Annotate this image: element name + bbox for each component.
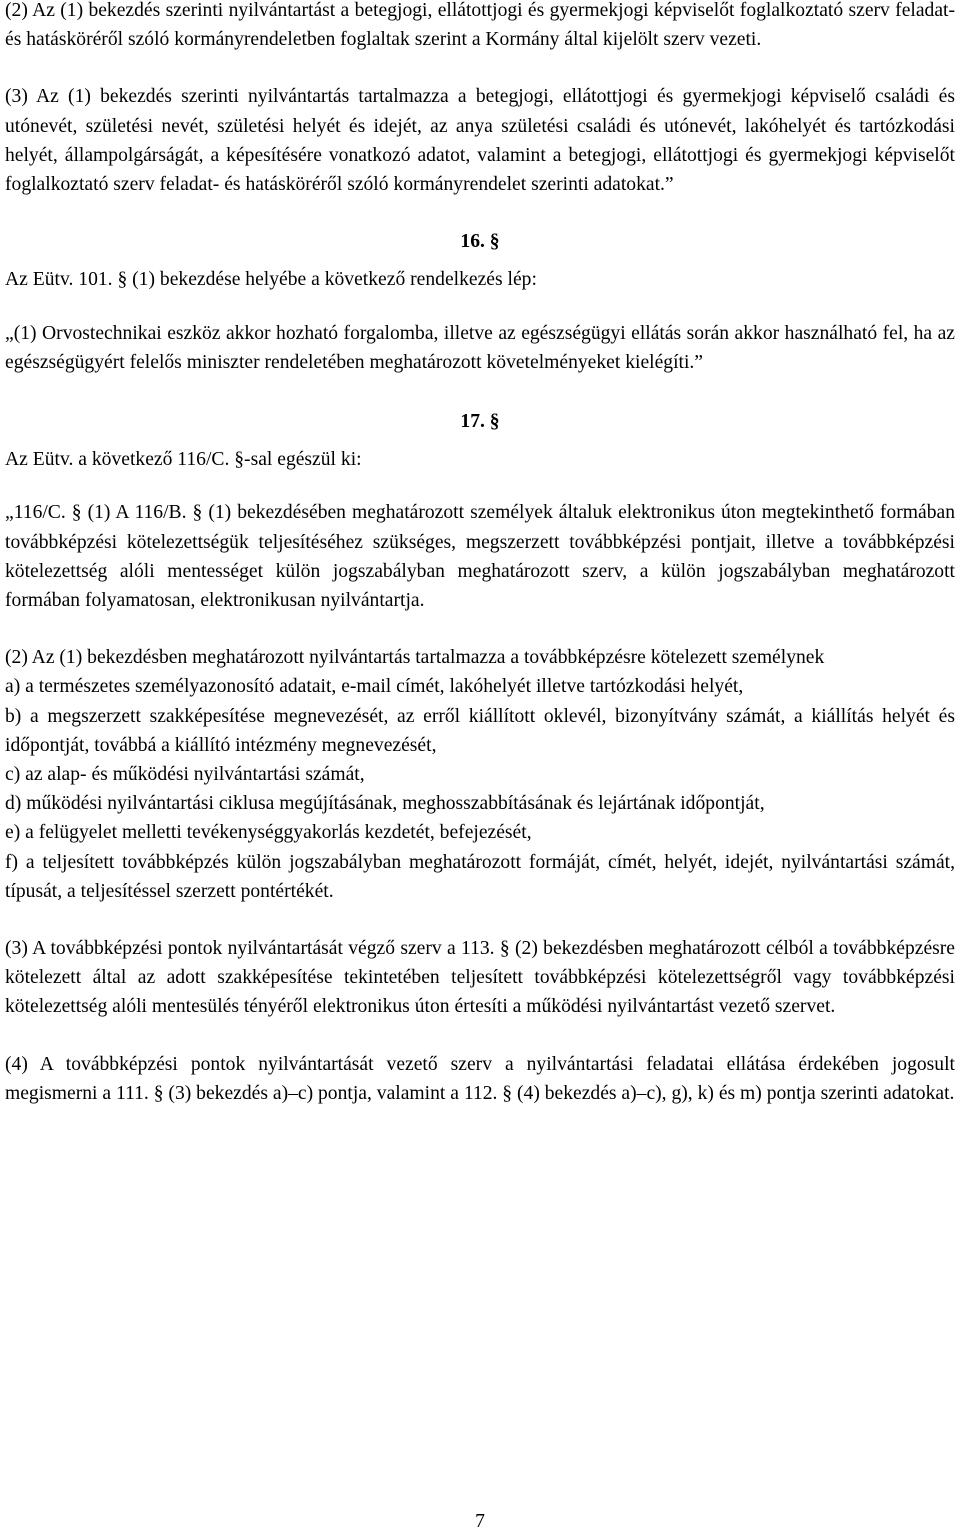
list-item-b: b) a megszerzett szakképesítése megnevezését, az erről kiállított oklevél, bizonyítvány számát, a kiállítás helyét és időpontját, továbbá a kiállító intézmény megnevezését, [5,705,955,756]
section-16-quote: „(1) Orvostechnikai eszköz akkor hozható forgalomba, illetve az egészségügyi ellátás során akkor használható fel, ha az egészségügyért felelős miniszter rendeletében meghatározott követelményeket kielégíti.” [5,322,955,373]
list-item-a: a) a természetes személyazonosító adatait, e-mail címét, lakóhelyét illetve tartózkodási helyét, [5,676,744,698]
paragraph-2-tail: (2) Az (1) bekezdés szerinti nyilvántartást a betegjogi, ellátottjogi és gyermekjogi képviselőt foglalkoztató szerv feladat- és hatásköréről szóló kormányrendeletben foglaltak szerint a Kormány által kijelölt szerv vezeti. [5,0,955,51]
section-16-heading: 16. § [460,231,500,253]
section-17-heading: 17. § [460,411,500,433]
section-17-paragraph-4: (4) A továbbképzési pontok nyilvántartását vezető szerv a nyilvántartási feladatai ellátása érdekében jogosult megismerni a 111. § (3) bekezdés a)–c) pontja, valamint a 112. § (4) bekezdés a)–c), g), k) és m) pontja szerinti adatokat. [5,1053,955,1104]
section-17-paragraph-1: „116/C. § (1) A 116/B. § (1) bekezdésében meghatározott személyek általuk elektronikus úton megtekinthető formában továbbképzési kötelezettségük teljesítéséhez szükséges, megszerzett továbbképzési pontjait, illetve a továbbképzési kötelezettség alóli mentességet külön jogszabályban meghatározott szerv, a külön jogszabályban meghatározott formában folyamatosan, elektronikusan nyilvántartja. [5,502,955,612]
document-page [5,0,955,1108]
page-number: 7 [475,1511,485,1532]
section-17-paragraph-3: (3) A továbbképzési pontok nyilvántartását végző szerv a 113. § (2) bekezdésben meghatározott célból a továbbképzésre kötelezett által az adott szakképesítése tekintetében teljesített továbbképzési kötelezettségről vagy továbbképzési kötelezettség alóli mentesülés tényéről elektronikus úton értesíti a működési nyilvántartást vezető szervet. [5,938,955,1018]
section-17-intro: Az Eütv. a következő 116/C. §-sal egészül ki: [5,449,362,471]
paragraph-3: (3) Az (1) bekezdés szerinti nyilvántartás tartalmazza a betegjogi, ellátottjogi és gyermekjogi képviselő családi és utónevét, születési nevét, születési helyét és idejét, az anya születési családi és utónevét, lakóhelyét és tartózkodási helyét, állampolgárságát, a képesítésére vonatkozó adatot, valamint a betegjogi, ellátottjogi és gyermekjogi képviselőt foglalkoztató szerv feladat- és hatásköréről szóló kormányrendelet szerinti adatokat.” [5,86,955,196]
list-item-f: f) a teljesített továbbképzés külön jogszabályban meghatározott formáját, címét, helyét, idejét, nyilvántartási számát, típusát, a teljesítéssel szerzett pontértékét. [5,851,955,902]
section-16-intro: Az Eütv. 101. § (1) bekezdése helyébe a következő rendelkezés lép: [5,269,537,291]
list-item-d: d) működési nyilvántartási ciklusa megújításának, meghosszabbításának és lejártának időpontját, [5,793,765,815]
list-item-e: e) a felügyelet melletti tevékenységgyakorlás kezdetét, befejezését, [5,822,532,844]
section-17-paragraph-2-intro: (2) Az (1) bekezdésben meghatározott nyilvántartás tartalmazza a továbbképzésre kötelezett személynek [5,647,825,669]
list-item-c: c) az alap- és működési nyilvántartási számát, [5,764,365,786]
